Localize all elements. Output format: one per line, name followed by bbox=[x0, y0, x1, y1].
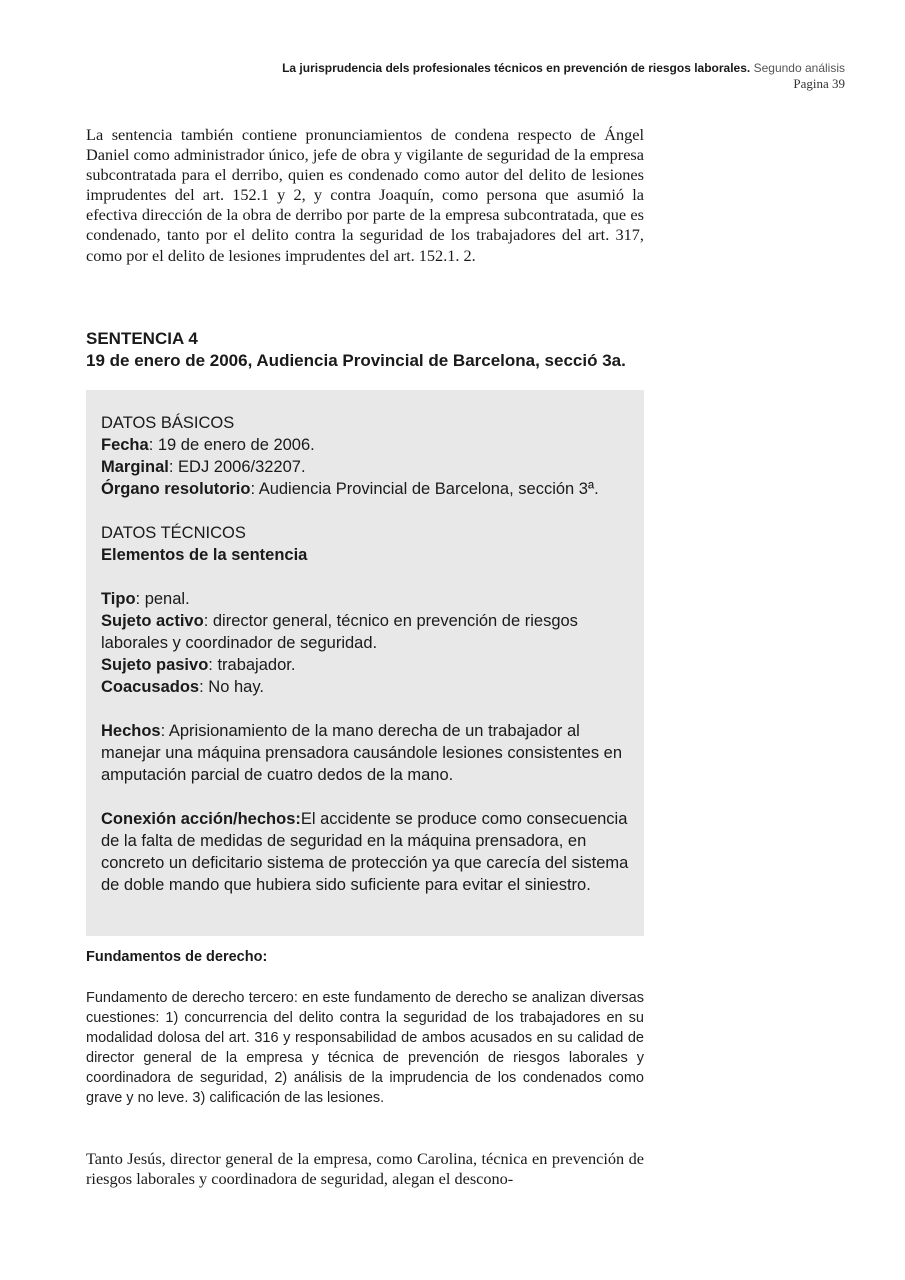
sentencia-number: SENTENCIA 4 bbox=[86, 329, 198, 348]
case-summary-box bbox=[86, 390, 644, 936]
running-header-subtitle: Segundo análisis bbox=[753, 61, 845, 75]
hechos-row bbox=[101, 720, 629, 786]
sujeto-pasivo-value: : trabajador. bbox=[208, 656, 296, 674]
sujeto-activo-row bbox=[101, 610, 629, 654]
conexion-value: El accidente se produce como consecuencia de la falta de medidas de seguridad en la máquina prensadora, en concreto un deficitario sistema de protección ya que carecía del sistema de doble mando que hubiera sido suficiente para evitar el siniestro. bbox=[101, 810, 629, 894]
hechos-value: : Aprisionamiento de la mano derecha de un trabajador al manejar una máquina prensadora causándole lesiones consistentes en amputación parcial de cuatro dedos de la mano. bbox=[101, 722, 623, 784]
coacusados-value: : No hay. bbox=[199, 678, 264, 696]
conexion-row bbox=[101, 808, 629, 896]
tipo-label: Tipo bbox=[101, 590, 136, 608]
fecha-row bbox=[101, 434, 629, 456]
sujeto-pasivo-row bbox=[101, 654, 629, 676]
running-header-title: La jurisprudencia dels profesionales técnicos en prevención de riesgos laborales. bbox=[282, 61, 751, 75]
coacusados-row bbox=[101, 676, 629, 698]
conexion-label: Conexión acción/hechos: bbox=[101, 810, 301, 828]
fundamentos-heading: Fundamentos de derecho: bbox=[86, 949, 268, 965]
sujeto-pasivo-label: Sujeto pasivo bbox=[101, 656, 209, 674]
sentencia-heading bbox=[86, 328, 686, 372]
marginal-value: : EDJ 2006/32207. bbox=[168, 458, 306, 476]
intro-paragraph: La sentencia también contiene pronunciamientos de condena respecto de Ángel Daniel como administrador único, jefe de obra y vigilante de seguridad de la empresa subcontratada para el derribo, quien es condenado como autor del delito de lesiones imprudentes del art. 152.1 y 2, y contra Joaquín, como persona que asumió la efectiva dirección de la obra de derribo por parte de la empresa subcontratada, que es condenado, tanto por el delito contra la seguridad de los trabajadores del art. 317, como por el delito de lesiones imprudentes del art. 152.1. 2. bbox=[86, 125, 644, 265]
datos-basicos-title: DATOS BÁSICOS bbox=[101, 414, 235, 432]
fecha-label: Fecha bbox=[101, 436, 149, 454]
marginal-row bbox=[101, 456, 629, 478]
organo-value: : Audiencia Provincial de Barcelona, sección 3ª. bbox=[250, 480, 599, 498]
fundamentos-paragraph: Fundamento de derecho tercero: en este fundamento de derecho se analizan diversas cuestiones: 1) concurrencia del delito contra la seguridad de los trabajadores en su modalidad dolosa del art. 316 y responsabilidad de ambos acusados en su calidad de director general de la empresa y técnica de prevención de riesgos laborales y coordinadora de seguridad, 2) análisis de la imprudencia de los condenados como grave y no leve. 3) calificación de las lesiones. bbox=[86, 990, 644, 1107]
running-header-line bbox=[282, 60, 845, 76]
sujeto-activo-label: Sujeto activo bbox=[101, 612, 204, 630]
tipo-value: : penal. bbox=[135, 590, 190, 608]
sentencia-subtitle: 19 de enero de 2006, Audiencia Provincial de Barcelona, secció 3a. bbox=[86, 351, 626, 370]
datos-tecnicos-title: DATOS TÉCNICOS bbox=[101, 524, 246, 542]
running-header bbox=[282, 60, 845, 92]
coacusados-label: Coacusados bbox=[101, 678, 200, 696]
organo-label: Órgano resolutorio bbox=[101, 480, 251, 498]
sujeto-activo-value: : director general, técnico en prevención de riesgos laborales y coordinador de seguridad. bbox=[101, 612, 578, 652]
fecha-value: : 19 de enero de 2006. bbox=[148, 436, 315, 454]
marginal-label: Marginal bbox=[101, 458, 169, 476]
elementos-title: Elementos de la sentencia bbox=[101, 546, 308, 564]
organo-row bbox=[101, 478, 629, 500]
hechos-label: Hechos bbox=[101, 722, 161, 740]
page-number: Pagina 39 bbox=[793, 76, 845, 91]
tipo-row bbox=[101, 588, 629, 610]
final-paragraph: Tanto Jesús, director general de la empresa, como Carolina, técnica en prevención de riesgos laborales y coordinadora de seguridad, alegan el descono- bbox=[86, 1149, 644, 1189]
